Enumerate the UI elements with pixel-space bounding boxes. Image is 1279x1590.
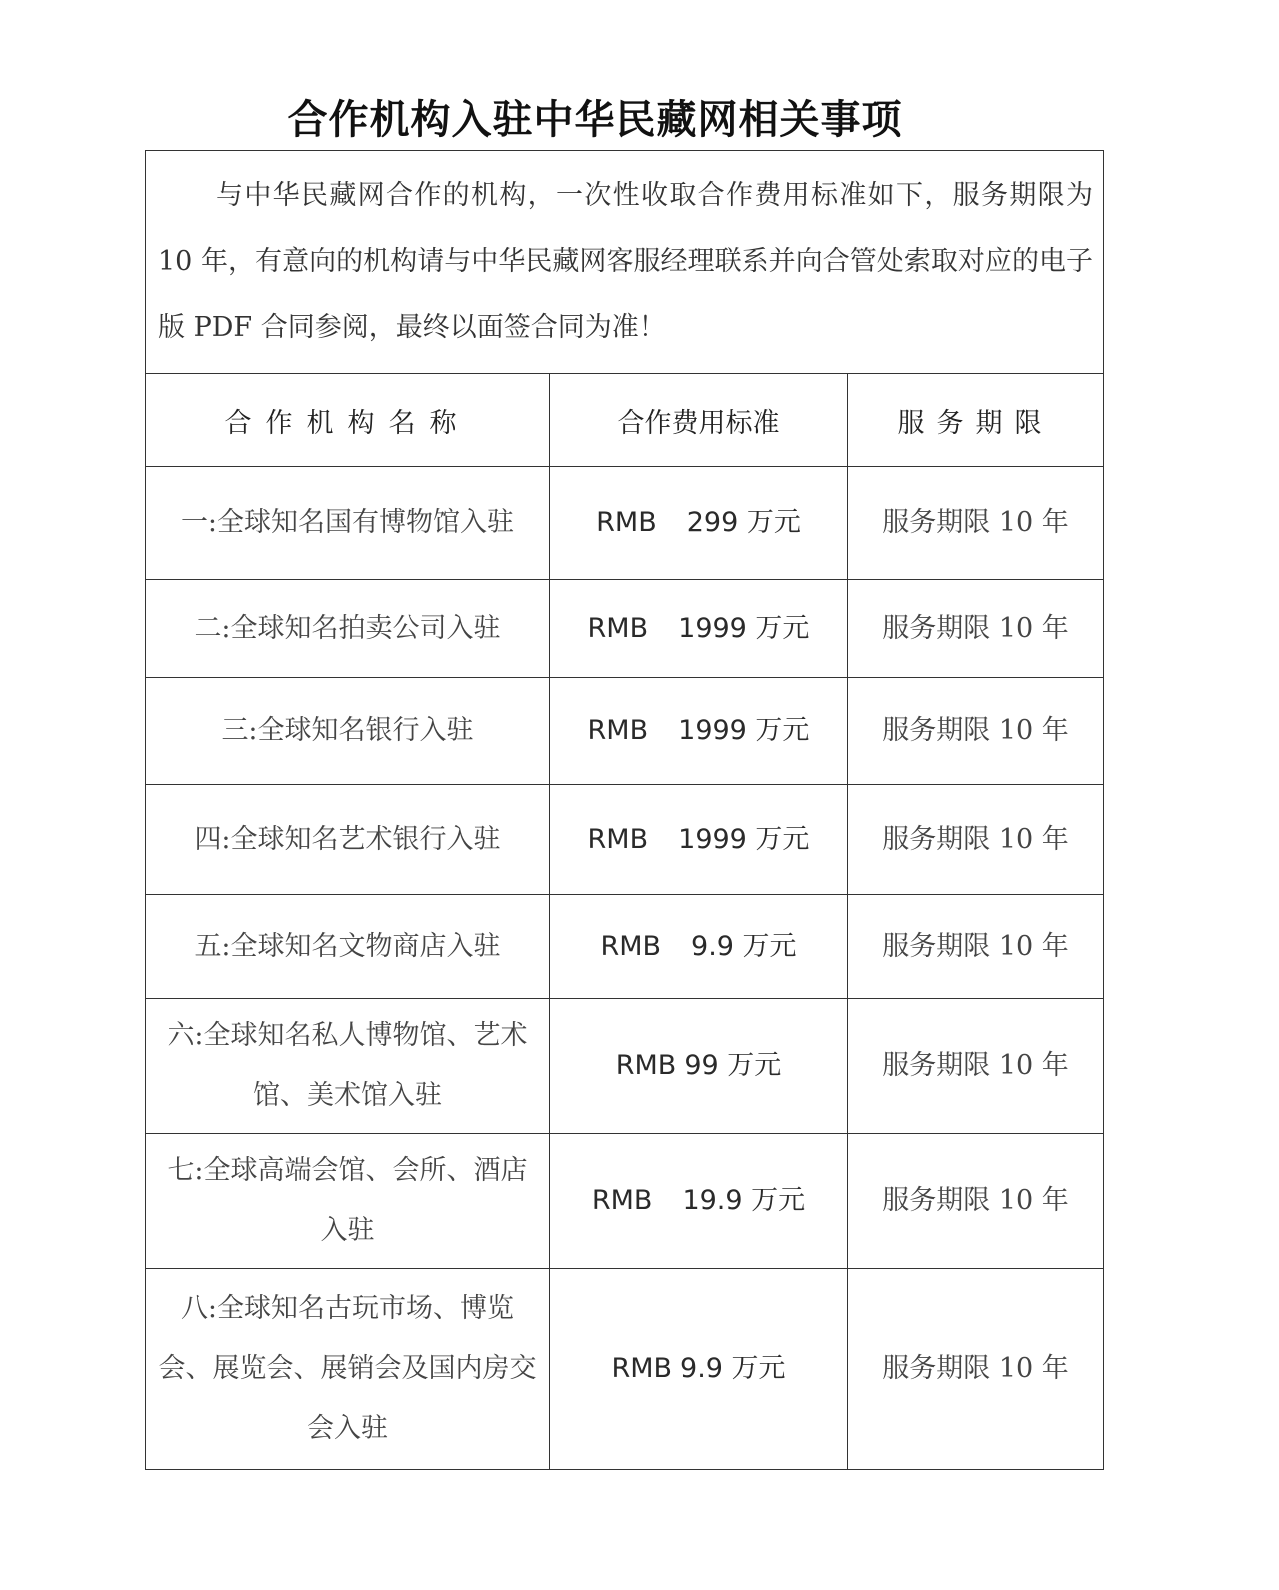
org-name: 七:全球高端会馆、会所、酒店入驻	[146, 1134, 550, 1269]
org-name: 八:全球知名古玩市场、博览会、展览会、展销会及国内房交会入驻	[146, 1269, 550, 1470]
fee-cell	[550, 785, 848, 895]
fee-amount: 1999 万元	[678, 715, 810, 746]
intro-paragraph: 与中华民藏网合作的机构，一次性收取合作费用标准如下，服务期限为 10 年，有意向的机构请与中华民藏网客服经理联系并向合管处索取对应的电子版 PDF 合同参阅，最终以面签合同为准！	[146, 151, 1104, 374]
term-cell: 服务期限 10 年	[848, 678, 1104, 785]
table-row	[146, 1269, 1104, 1470]
term-cell: 服务期限 10 年	[848, 895, 1104, 999]
table-row	[146, 467, 1104, 580]
fee-cell	[550, 467, 848, 580]
term-cell: 服务期限 10 年	[848, 1134, 1104, 1269]
term-cell: 服务期限 10 年	[848, 785, 1104, 895]
org-name: 六:全球知名私人博物馆、艺术馆、美术馆入驻	[146, 999, 550, 1134]
table-row	[146, 785, 1104, 895]
intro-row	[146, 151, 1104, 374]
fee-currency: RMB	[611, 1353, 673, 1384]
fee-currency: RMB	[615, 1050, 677, 1081]
org-name: 二:全球知名拍卖公司入驻	[146, 580, 550, 678]
fee-table	[145, 150, 1104, 1470]
org-name: 一:全球知名国有博物馆入驻	[146, 467, 550, 580]
fee-cell	[550, 678, 848, 785]
table-row	[146, 999, 1104, 1134]
org-name: 三:全球知名银行入驻	[146, 678, 550, 785]
term-cell: 服务期限 10 年	[848, 467, 1104, 580]
fee-currency: RMB	[587, 612, 649, 644]
fee-amount: 19.9 万元	[682, 1185, 806, 1216]
org-name: 五:全球知名文物商店入驻	[146, 895, 550, 999]
fee-currency: RMB	[591, 1185, 653, 1216]
header-fee: 合作费用标准	[550, 374, 848, 467]
fee-amount: 1999 万元	[678, 823, 810, 855]
table-row	[146, 580, 1104, 678]
term-cell: 服务期限 10 年	[848, 1269, 1104, 1470]
fee-amount: 299 万元	[686, 507, 801, 538]
fee-currency: RMB	[600, 930, 662, 962]
fee-amount: 9.9 万元	[680, 1353, 786, 1384]
fee-amount: 99 万元	[684, 1050, 782, 1081]
term-cell: 服务期限 10 年	[848, 580, 1104, 678]
header-row	[146, 374, 1104, 467]
fee-cell	[550, 895, 848, 999]
org-name: 四:全球知名艺术银行入驻	[146, 785, 550, 895]
fee-cell	[550, 1134, 848, 1269]
document-title: 合作机构入驻中华民藏网相关事项	[287, 97, 903, 143]
table-row	[146, 1134, 1104, 1269]
table-row	[146, 678, 1104, 785]
fee-currency: RMB	[587, 823, 649, 855]
table-row	[146, 895, 1104, 999]
fee-cell	[550, 580, 848, 678]
fee-currency: RMB	[587, 715, 649, 746]
term-cell: 服务期限 10 年	[848, 999, 1104, 1134]
header-name: 合作机构名称	[146, 374, 550, 467]
fee-amount: 9.9 万元	[691, 930, 797, 962]
fee-cell	[550, 1269, 848, 1470]
fee-cell	[550, 999, 848, 1134]
fee-amount: 1999 万元	[678, 612, 810, 644]
fee-currency: RMB	[596, 507, 657, 538]
header-term: 服务期限	[848, 374, 1104, 467]
